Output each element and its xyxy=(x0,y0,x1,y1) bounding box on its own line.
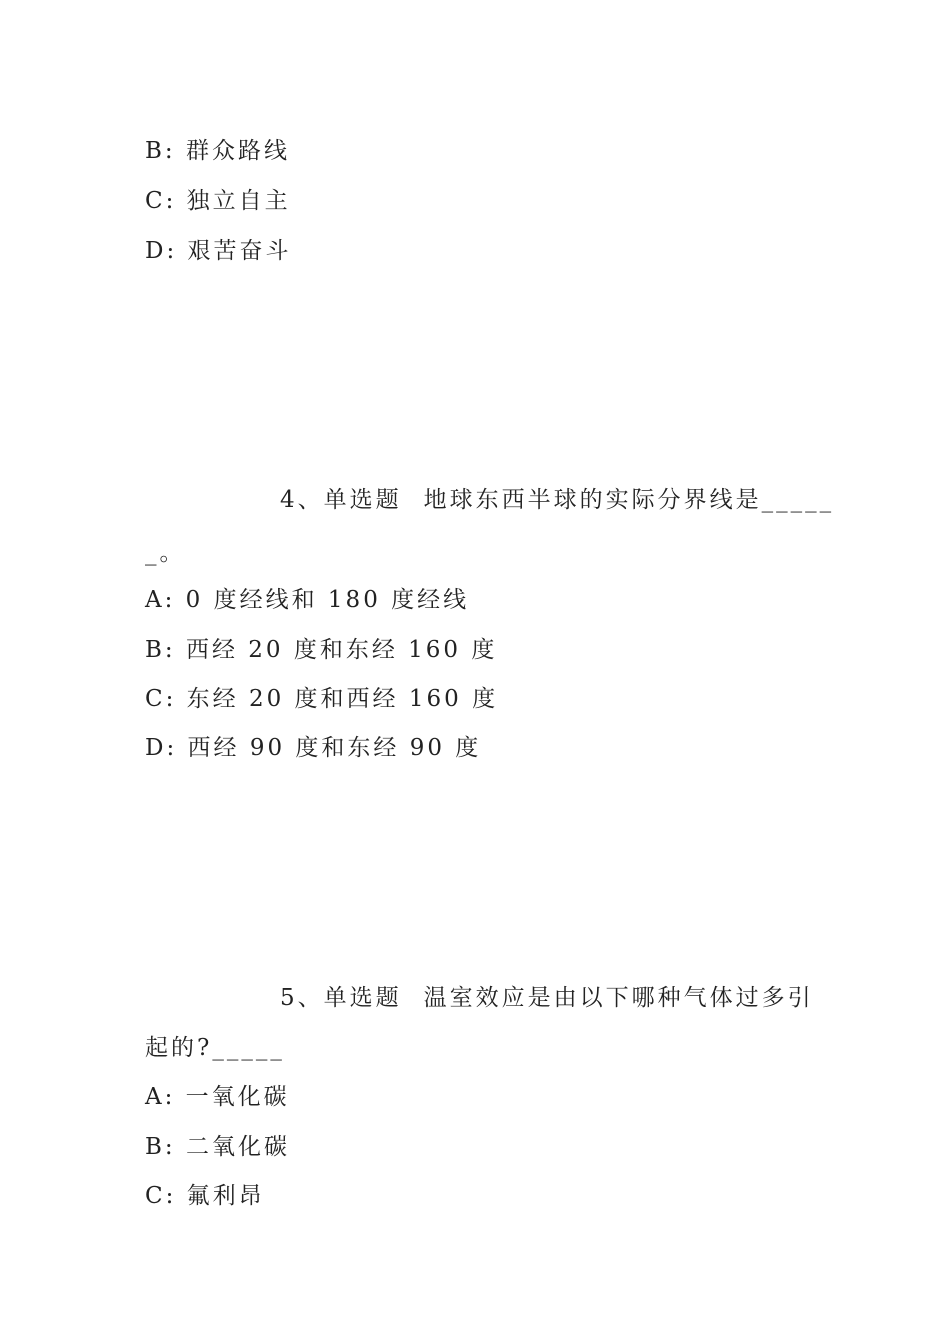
option-label: D: xyxy=(145,735,178,761)
option-text: 群众路线 xyxy=(185,138,290,164)
option-label: C: xyxy=(145,1183,177,1209)
option-label: B: xyxy=(145,138,176,164)
q5-number: 5、单选题 xyxy=(280,985,402,1011)
option-label: C: xyxy=(145,188,177,214)
option-label: D: xyxy=(145,238,178,264)
q4-stem-line1: 地球东西半球的实际分界线是_____ xyxy=(423,487,835,513)
option-label: B: xyxy=(145,1134,176,1160)
q4-stem-line2: _。 xyxy=(145,540,186,566)
q5-option-c xyxy=(145,1181,265,1211)
option-label: A: xyxy=(145,587,176,613)
q3-option-d xyxy=(145,236,292,266)
option-text: 东经 20 度和西经 160 度 xyxy=(186,686,499,712)
option-text: 艰苦奋斗 xyxy=(187,238,292,264)
q4-option-d xyxy=(145,733,481,763)
option-label: A: xyxy=(145,1084,176,1110)
option-text: 二氧化碳 xyxy=(185,1134,290,1160)
option-text: 独立自主 xyxy=(186,188,291,214)
option-text: 西经 20 度和东经 160 度 xyxy=(185,637,498,663)
option-text: 氟利昂 xyxy=(186,1183,265,1209)
q5-stem-line2: 起的?_____ xyxy=(145,1035,285,1061)
option-text: 0 度经线和 180 度经线 xyxy=(185,587,470,613)
q5-option-b xyxy=(145,1132,290,1162)
option-text: 西经 90 度和东经 90 度 xyxy=(187,735,482,761)
q5-stem-line1: 温室效应是由以下哪种气体过多引 xyxy=(423,985,814,1011)
q4-option-c xyxy=(145,684,498,714)
q4-heading xyxy=(280,485,834,515)
q4-number: 4、单选题 xyxy=(280,487,402,513)
option-label: B: xyxy=(145,637,176,663)
q5-option-a xyxy=(145,1082,290,1112)
q4-option-b xyxy=(145,635,497,665)
q5-heading xyxy=(280,983,814,1013)
option-label: C: xyxy=(145,686,177,712)
q3-option-c xyxy=(145,186,291,216)
q4-option-a xyxy=(145,585,469,615)
q3-option-b xyxy=(145,136,290,166)
option-text: 一氧化碳 xyxy=(185,1084,290,1110)
